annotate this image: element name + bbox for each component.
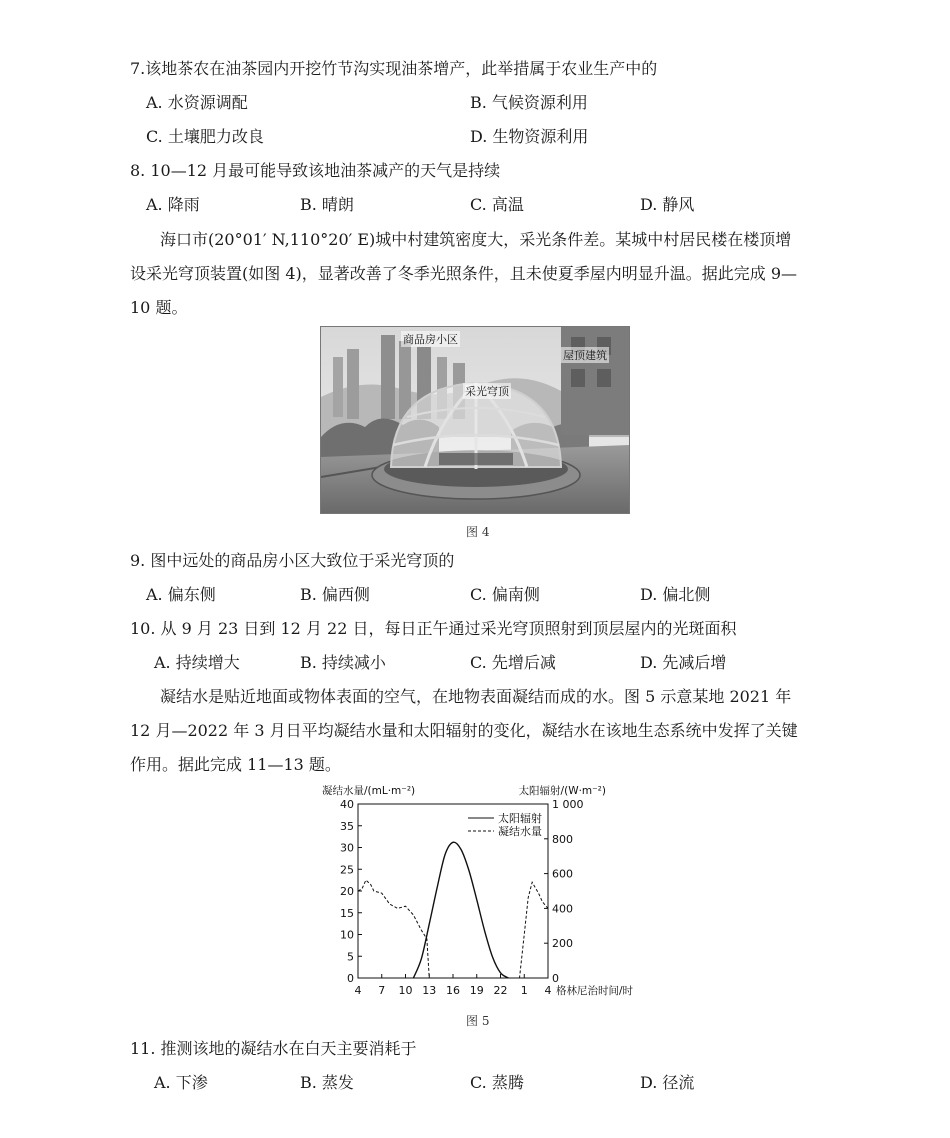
chart-tick-x-label: 7 — [378, 984, 386, 997]
figure-4-label-rooftop-building: 屋顶建筑 — [563, 349, 607, 362]
chart-tick-right-label: 400 — [552, 902, 573, 916]
chart-tick-right-label: 1 000 — [552, 798, 584, 811]
chart-tick-left-label: 40 — [340, 798, 354, 811]
chart-tick-left-label: 0 — [347, 972, 354, 985]
question-10-option-a: A. 持续增大 — [154, 653, 240, 672]
question-9-option-c: C. 偏南侧 — [470, 585, 540, 604]
chart-tick-x-label: 16 — [446, 984, 460, 997]
question-10-stem: 10. 从 9 月 23 日到 12 月 22 日，每日正午通过采光穹顶照射到顶层屋内的光斑面积 — [130, 619, 737, 638]
question-7-option-c: C. 土壤肥力改良 — [146, 127, 264, 146]
figure-4-label-dome: 采光穹顶 — [465, 385, 509, 398]
passage-2-line-3: 作用。据此完成 11—13 题。 — [130, 755, 341, 774]
question-8-stem: 8. 10—12 月最可能导致该地油茶减产的天气是持续 — [130, 161, 501, 180]
chart-xlabel: 格林尼治时间/时 — [556, 985, 634, 997]
figure-4-photo — [320, 326, 630, 514]
question-11-option-a: A. 下渗 — [154, 1073, 208, 1092]
question-11-option-c: C. 蒸腾 — [470, 1073, 524, 1092]
chart-tick-x-label: 19 — [469, 984, 484, 997]
chart-tick-x-label: 4 — [544, 984, 552, 997]
chart-tick-x-label: 22 — [493, 984, 508, 997]
question-11-option-d: D. 径流 — [640, 1073, 695, 1092]
question-9-option-a: A. 偏东侧 — [146, 585, 216, 604]
passage-1-line-2: 设采光穹顶装置(如图 4)，显著改善了冬季光照条件，且未使夏季屋内明显升温。据此完成 9— — [130, 264, 798, 283]
chart-tick-right-label: 600 — [552, 867, 573, 881]
chart-svg — [300, 780, 640, 1006]
question-10-option-d: D. 先减后增 — [640, 653, 727, 672]
figure-5-chart — [300, 780, 640, 1006]
passage-2-line-1: 凝结水是贴近地面或物体表面的空气，在地物表面凝结而成的水。图 5 示意某地 2021 年 — [160, 687, 792, 706]
chart-legend-label: 凝结水量 — [498, 825, 542, 838]
question-8-option-d: D. 静风 — [640, 195, 695, 214]
chart-series-condensation-line — [358, 880, 548, 978]
chart-tick-left-label: 30 — [340, 841, 354, 855]
chart-tick-x-label: 4 — [354, 984, 362, 997]
passage-2-line-2: 12 月—2022 年 3 月日平均凝结水量和太阳辐射的变化，凝结水在该地生态系统中发挥了关键 — [130, 721, 798, 740]
figure-4-caption: 图 4 — [466, 525, 490, 539]
chart-tick-left-label: 25 — [340, 863, 354, 877]
question-10-option-c: C. 先增后减 — [470, 653, 556, 672]
question-8-option-c: C. 高温 — [470, 195, 524, 214]
chart-legend-label: 太阳辐射 — [498, 812, 542, 825]
chart-tick-left-label: 20 — [340, 885, 354, 898]
question-9-stem: 9. 图中远处的商品房小区大致位于采光穹顶的 — [130, 551, 455, 570]
question-7-option-b: B. 气候资源利用 — [470, 93, 588, 112]
chart-tick-x-label: 13 — [422, 984, 437, 997]
chart-tick-left-label: 5 — [347, 950, 354, 964]
chart-tick-left-label: 15 — [340, 906, 354, 920]
question-10-option-b: B. 持续减小 — [300, 653, 386, 672]
chart-ylabel-left: 凝结水量/(mL·m⁻²) — [322, 785, 416, 797]
passage-1-line-1: 海口市(20°01′ N,110°20′ E)城中村建筑密度大，采光条件差。某城中村居民楼在楼顶增 — [160, 230, 792, 249]
chart-tick-x-label: 10 — [398, 984, 413, 997]
question-8-option-a: A. 降雨 — [146, 195, 200, 214]
chart-ylabel-right: 太阳辐射/(W·m⁻²) — [518, 785, 606, 797]
question-11-option-b: B. 蒸发 — [300, 1073, 354, 1092]
question-7-stem: 7.该地茶农在油茶园内开挖竹节沟实现油茶增产，此举措属于农业生产中的 — [130, 59, 658, 78]
chart-tick-right-label: 800 — [552, 832, 573, 846]
chart-tick-left-label: 10 — [340, 928, 354, 942]
chart-tick-left-label: 35 — [340, 819, 354, 833]
passage-1-line-3: 10 题。 — [130, 298, 188, 317]
question-8-option-b: B. 晴朗 — [300, 195, 354, 214]
question-9-option-b: B. 偏西侧 — [300, 585, 370, 604]
figure-4-label-residential: 商品房小区 — [403, 333, 458, 346]
chart-tick-right-label: 200 — [552, 937, 573, 951]
question-7-option-d: D. 生物资源利用 — [470, 127, 589, 146]
question-7-option-a: A. 水资源调配 — [146, 93, 248, 112]
chart-tick-x-label: 1 — [520, 984, 528, 997]
chart-series-solar-radiation-line — [413, 842, 508, 978]
chart-tick-right-label: 0 — [552, 972, 559, 985]
question-11-stem: 11. 推测该地的凝结水在白天主要消耗于 — [130, 1039, 417, 1058]
question-9-option-d: D. 偏北侧 — [640, 585, 711, 604]
figure-5-caption: 图 5 — [466, 1014, 490, 1028]
